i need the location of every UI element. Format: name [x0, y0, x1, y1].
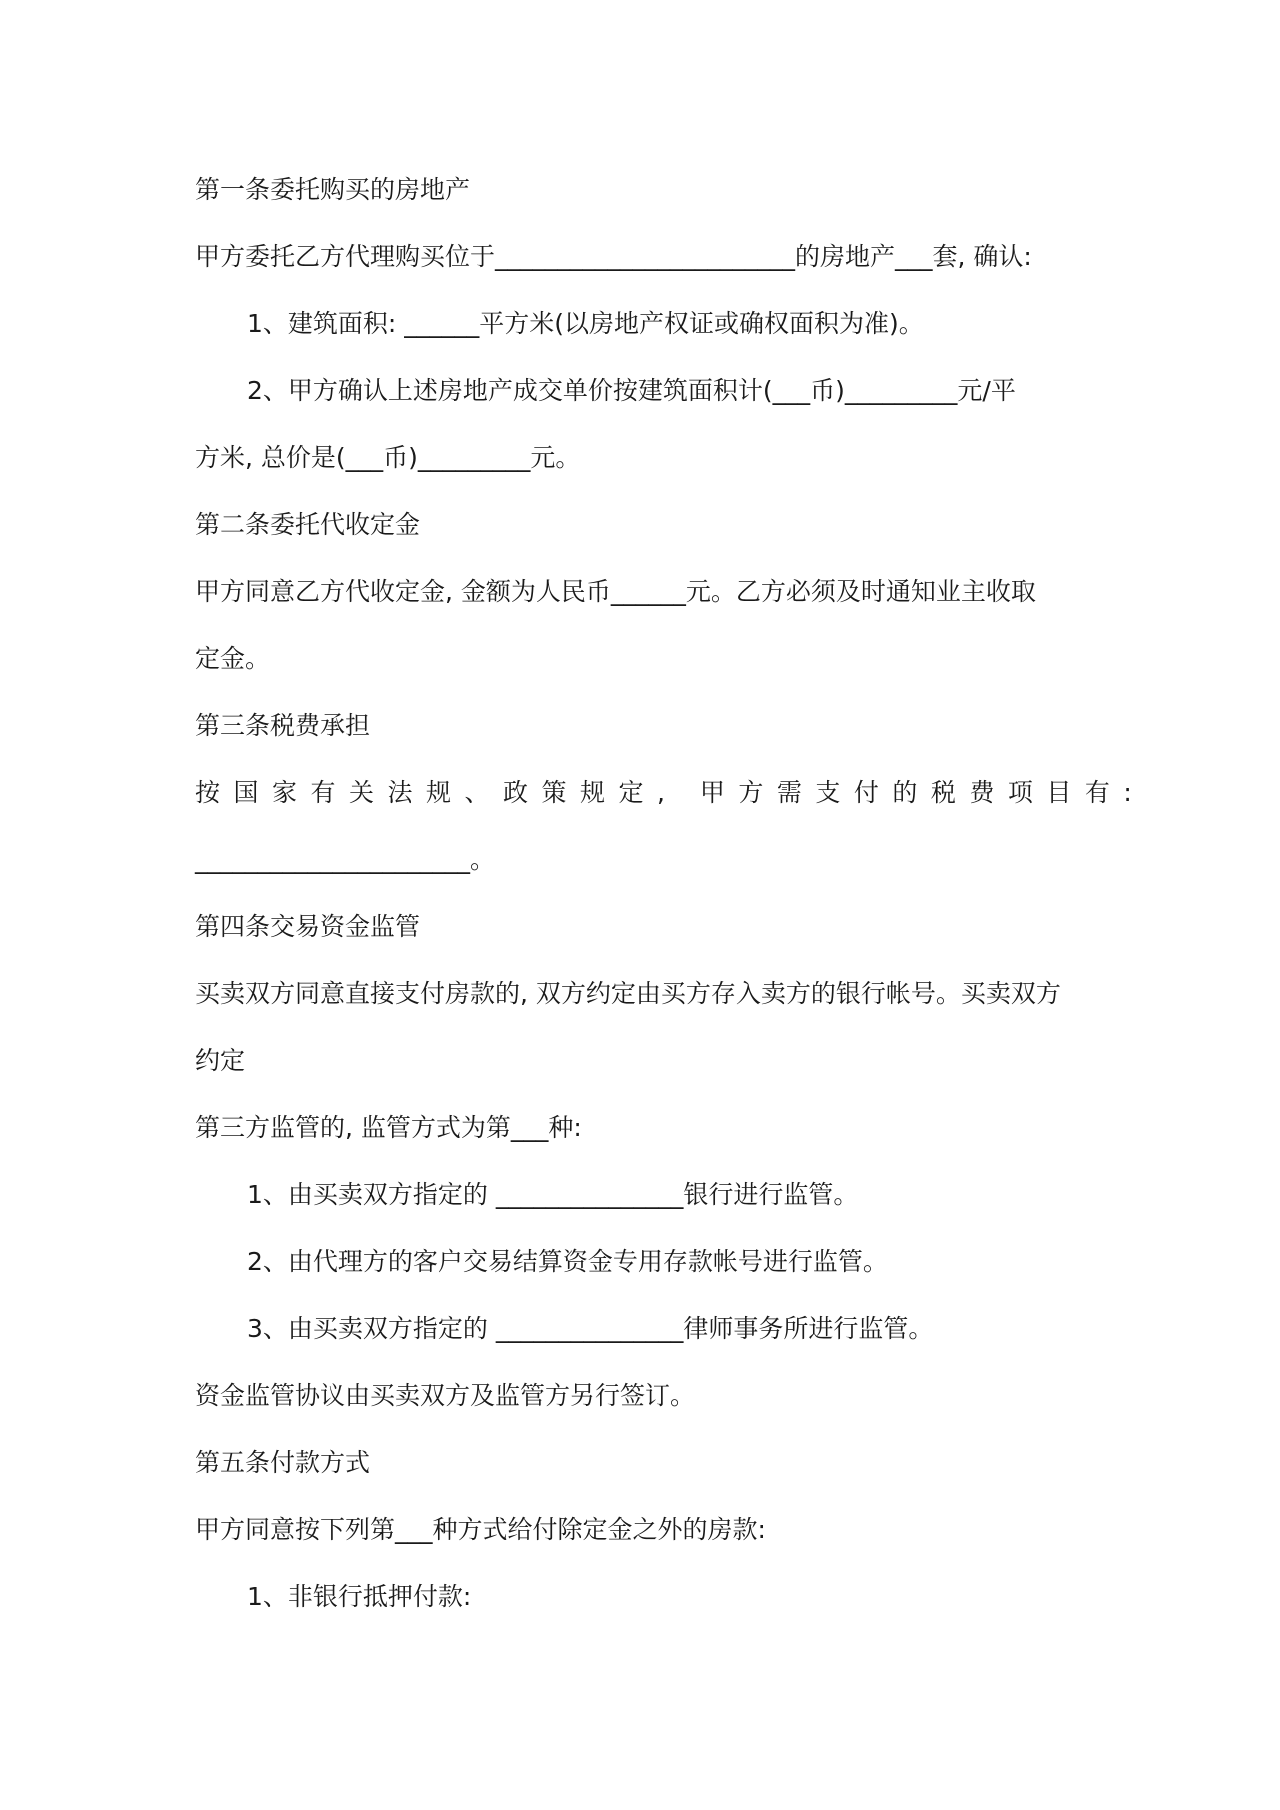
- article-2-paragraph: 甲方同意乙方代收定金, 金额为人民币______元。乙方必须及时通知业主收取: [195, 577, 1036, 606]
- article-4-item-3: 3、由买卖双方指定的 _______________律师事务所进行监管。: [247, 1314, 934, 1343]
- article-3-heading: 第三条税费承担: [195, 711, 371, 740]
- article-4-item-2: 2、由代理方的客户交易结算资金专用存款帐号进行监管。: [247, 1247, 888, 1276]
- article-2-paragraph-continued: 定金。: [195, 644, 271, 673]
- article-4-paragraph: 买卖双方同意直接支付房款的, 双方约定由买方存入卖方的银行帐号。买卖双方: [195, 979, 1061, 1008]
- article-3-paragraph-continued: ______________________。: [195, 845, 496, 874]
- article-5-item-1: 1、非银行抵押付款:: [247, 1582, 472, 1611]
- article-4-heading: 第四条交易资金监管: [195, 912, 421, 941]
- article-4-closing: 资金监管协议由买卖双方及监管方另行签订。: [195, 1381, 696, 1410]
- article-2-heading: 第二条委托代收定金: [195, 510, 421, 539]
- article-4-paragraph-continued: 约定: [195, 1046, 246, 1075]
- article-1-item-1: 1、建筑面积: ______平方米(以房地产权证或确权面积为准)。: [247, 309, 924, 338]
- article-4-third-party: 第三方监管的, 监管方式为第___种:: [195, 1113, 582, 1142]
- article-1-paragraph: 甲方委托乙方代理购买位于________________________的房地产___套, 确认:: [195, 242, 1032, 271]
- article-1-heading: 第一条委托购买的房地产: [195, 175, 471, 204]
- article-5-heading: 第五条付款方式: [195, 1448, 371, 1477]
- article-5-paragraph: 甲方同意按下列第___种方式给付除定金之外的房款:: [195, 1515, 766, 1544]
- article-1-item-2-continued: 方米, 总价是(___币)_________元。: [195, 443, 581, 472]
- article-4-item-1: 1、由买卖双方指定的 _______________银行进行监管。: [247, 1180, 859, 1209]
- article-1-item-2: 2、甲方确认上述房地产成交单价按建筑面积计(___币)_________元/平: [247, 376, 1016, 405]
- article-3-paragraph: 按国家有关法规、政策规定, 甲方需支付的税费项目有:: [195, 778, 1146, 807]
